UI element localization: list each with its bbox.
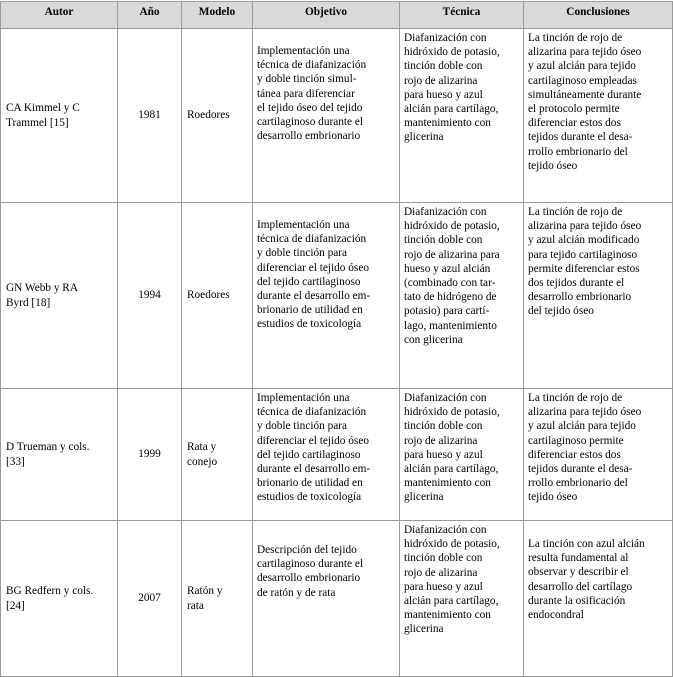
header-modelo: Modelo	[182, 2, 253, 29]
tecnica-text: Diafanización con hidróxido de potasio, tinción doble con rojo de alizarina para hueso y azul alcián para cartílago, mantenimiento con glicerina	[404, 32, 500, 144]
cell-anio	[118, 521, 182, 677]
cell-modelo	[182, 203, 253, 389]
cell-conclusiones	[524, 521, 673, 677]
autor-text: BG Redfern y cols. [24]	[6, 585, 94, 612]
modelo-text: Roedores	[187, 109, 230, 122]
header-conclusiones: Conclusiones	[524, 2, 673, 29]
tecnica-text: Diafanización con hidróxido de potasio, tinción doble con rojo de alizarina para hueso y azul alcián para cartílago, mantenimiento con glicerina	[404, 524, 500, 636]
cell-conclusiones	[524, 29, 673, 203]
cell-tecnica	[400, 521, 524, 677]
cell-objetivo	[253, 29, 400, 203]
anio-text: 1994	[138, 289, 161, 302]
autor-text: CA Kimmel y C Trammel [15]	[6, 102, 80, 129]
cell-tecnica	[400, 29, 524, 203]
objetivo-text: Implementación una técnica de diafanización y doble tinción para diferenciar el tejido óseo del tejido cartilaginoso durante el desarrollo em- brionario de utilidad en estudios de toxicología	[257, 219, 371, 331]
conclusiones-text: La tinción de rojo de alizarina para tejido óseo y azul alcián modificado para tejido cartilaginoso permite diferenciar estos dos tejidos durante el desarrollo embrionario del tejido óseo	[528, 206, 642, 318]
cell-anio	[118, 203, 182, 389]
table-row	[1, 203, 673, 389]
cell-objetivo	[253, 521, 400, 677]
review-table	[0, 1, 673, 677]
cell-modelo	[182, 521, 253, 677]
cell-conclusiones	[524, 203, 673, 389]
objetivo-text: Descripción del tejido cartilaginoso durante el desarrollo embrionario de ratón y de rata	[257, 544, 364, 599]
cell-objetivo	[253, 203, 400, 389]
objetivo-text: Implementación una técnica de diafanización y doble tinción para diferenciar el tejido óseo del tejido cartilaginoso durante el desarrollo em- brionario de utilidad en estudios de toxicología	[257, 392, 371, 504]
conclusiones-text: La tinción con azul alcián resulta fundamental al observar y describir el desarrollo del cartílago durante la osificación endocondral	[528, 538, 645, 622]
cell-objetivo	[253, 389, 400, 521]
modelo-text: Rata y conejo	[187, 441, 218, 468]
conclusiones-text: La tinción de rojo de alizarina para tejido óseo y azul alcián para tejido cartilaginoso empleadas simultáneamente durante el protocolo permite diferenciar estos dos tejidos durante el desa- rrollo embrionario del tejido óseo	[528, 32, 642, 172]
cell-autor	[1, 521, 118, 677]
cell-anio	[118, 29, 182, 203]
cell-anio	[118, 389, 182, 521]
modelo-text: Ratón y rata	[187, 585, 223, 612]
conclusiones-text: La tinción de rojo de alizarina para tejido óseo y azul alcián para tejido cartilaginoso permite diferenciar estos dos tejidos durante el desa- rrollo embrionario del tejido óseo	[528, 392, 642, 504]
tecnica-text: Diafanización con hidróxido de potasio, tinción doble con rojo de alizarina para hueso y azul alcián para cartílago, mantenimiento con glicerina	[404, 392, 500, 504]
cell-autor	[1, 203, 118, 389]
table-row	[1, 521, 673, 677]
tecnica-text: Diafanización con hidróxido de potasio, tinción doble con rojo de alizarina para hueso y azul alcián (combinado con tar- tato de hidrógeno de potasio) para cartí- lago, mantenimiento con glicerina	[404, 206, 500, 346]
cell-autor	[1, 389, 118, 521]
cell-modelo	[182, 29, 253, 203]
objetivo-text: Implementación una técnica de diafanización y doble tinción simul- tánea para diferenciar el tejido óseo del tejido cartilaginoso durante el desarrollo embrionario	[257, 45, 367, 143]
header-autor: Autor	[1, 2, 118, 29]
autor-text: GN Webb y RA Byrd [18]	[6, 282, 78, 309]
cell-autor	[1, 29, 118, 203]
cell-conclusiones	[524, 389, 673, 521]
autor-text: D Trueman y cols. [33]	[6, 441, 90, 468]
anio-text: 1999	[138, 448, 161, 461]
header-objetivo: Objetivo	[253, 2, 400, 29]
table-row	[1, 389, 673, 521]
modelo-text: Roedores	[187, 289, 230, 302]
cell-tecnica	[400, 203, 524, 389]
header-row	[1, 2, 673, 29]
cell-tecnica	[400, 389, 524, 521]
header-anio: Año	[118, 2, 182, 29]
anio-text: 1981	[138, 109, 161, 122]
table-row	[1, 29, 673, 203]
anio-text: 2007	[138, 592, 161, 605]
header-tecnica: Técnica	[400, 2, 524, 29]
cell-modelo	[182, 389, 253, 521]
